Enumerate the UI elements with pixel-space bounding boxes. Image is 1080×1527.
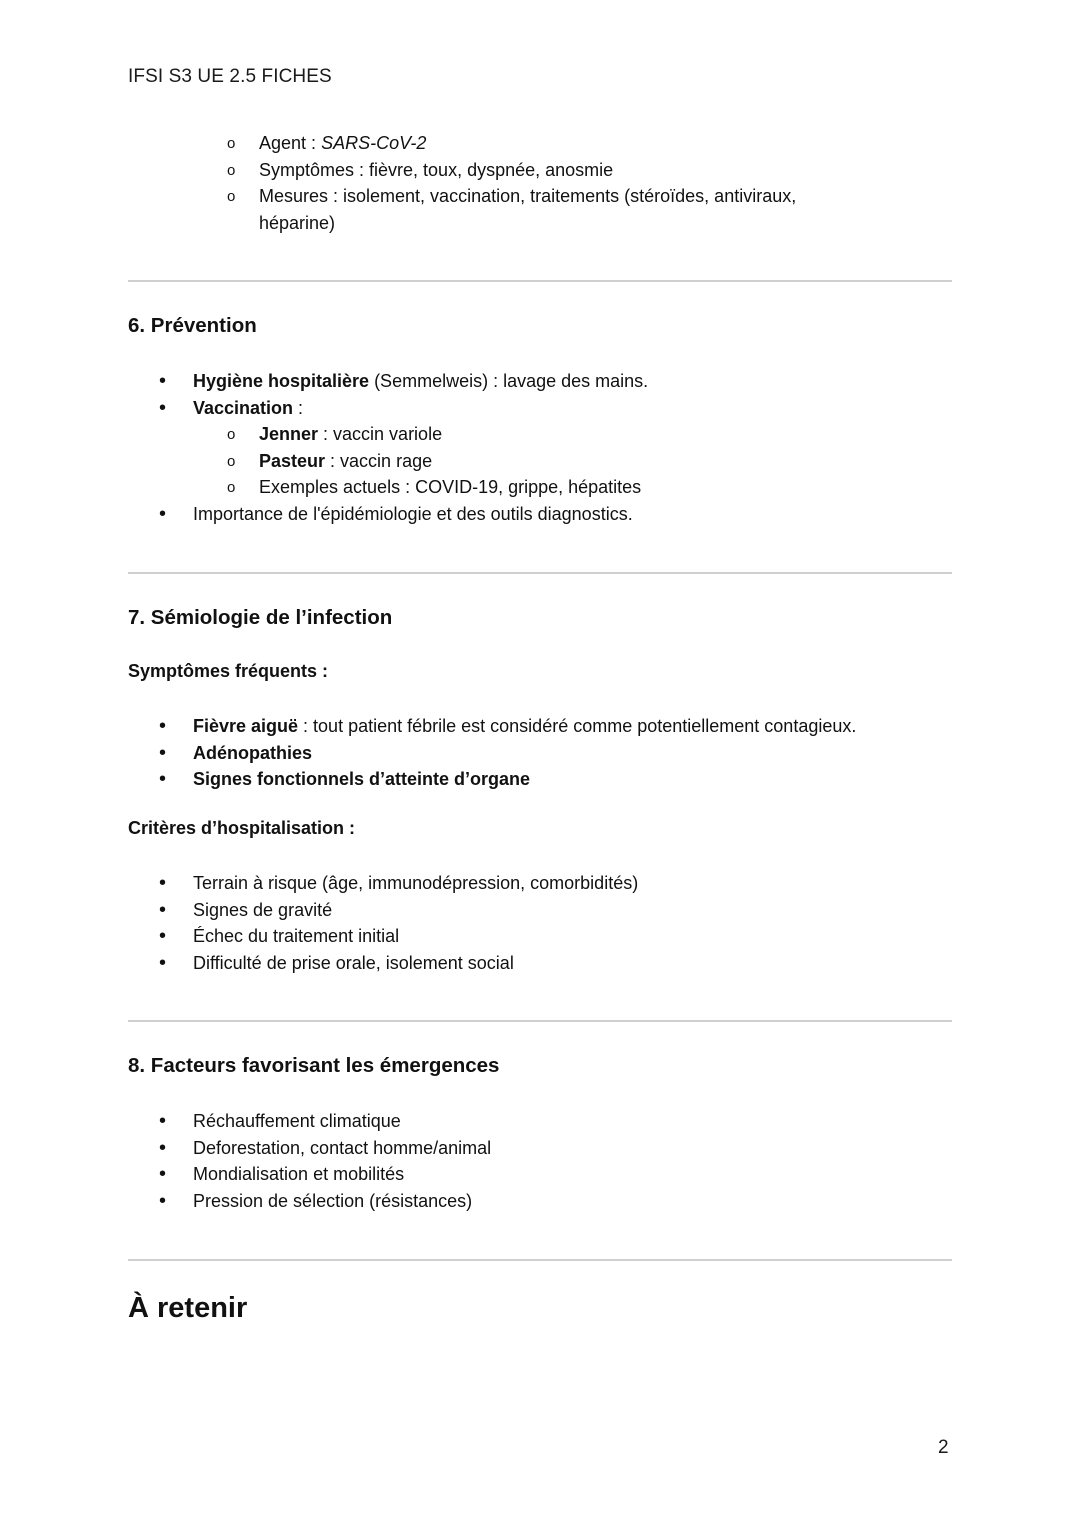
bullet-marker: • bbox=[159, 502, 167, 525]
section-divider bbox=[128, 572, 952, 574]
list-item: • Pression de sélection (résistances) bbox=[128, 1188, 952, 1215]
emergences-list bbox=[128, 1108, 952, 1214]
sub-bullet-marker: o bbox=[227, 452, 236, 470]
bullet-marker: • bbox=[159, 370, 167, 392]
bullet-marker: • bbox=[159, 951, 167, 974]
bullet-marker: • bbox=[159, 715, 167, 737]
list-item: • Mondialisation et mobilités bbox=[128, 1161, 952, 1188]
list-item: • Vaccination : bbox=[128, 395, 952, 422]
agent-name: SARS-CoV-2 bbox=[321, 133, 427, 153]
bullet-marker: • bbox=[159, 741, 167, 764]
covid-sub-list bbox=[128, 130, 952, 236]
sub-bullet-marker: o bbox=[227, 479, 236, 496]
bullet-marker: • bbox=[159, 396, 167, 419]
list-item: o Jenner : vaccin variole bbox=[128, 421, 952, 448]
prevention-list bbox=[128, 368, 952, 527]
list-item: • Signes fonctionnels d’atteinte d’organe bbox=[128, 766, 952, 793]
hospitalisation-subtitle: Critères d’hospitalisation : bbox=[128, 818, 356, 838]
sub-bullet-marker: o bbox=[227, 161, 236, 179]
bullet-marker: • bbox=[159, 872, 167, 894]
list-item: • Réchauffement climatique bbox=[128, 1108, 952, 1135]
bullet-marker: • bbox=[159, 768, 167, 790]
symptoms-subtitle: Symptômes fréquents : bbox=[128, 661, 329, 681]
section-title-emergences: 8. Facteurs favorisant les émergences bbox=[128, 1054, 500, 1077]
list-item: o Pasteur : vaccin rage bbox=[128, 448, 952, 475]
bullet-marker: • bbox=[159, 1110, 167, 1132]
list-item: o Agent : SARS-CoV-2 bbox=[128, 130, 952, 157]
list-item: • Échec du traitement initial bbox=[128, 923, 952, 950]
hospitalisation-list bbox=[128, 870, 952, 976]
list-item: • Deforestation, contact homme/animal bbox=[128, 1135, 952, 1162]
section-divider bbox=[128, 1020, 952, 1022]
sub-bullet-marker: o bbox=[227, 188, 236, 205]
section-divider bbox=[128, 280, 952, 282]
symptoms-list bbox=[128, 713, 952, 793]
list-item: • Adénopathies bbox=[128, 740, 952, 767]
list-item: • Signes de gravité bbox=[128, 897, 952, 924]
bullet-marker: • bbox=[159, 1136, 167, 1159]
section-title-semiologie: 7. Sémiologie de l’infection bbox=[128, 606, 393, 629]
bullet-marker: • bbox=[159, 898, 167, 921]
document-header: IFSI S3 UE 2.5 FICHES bbox=[128, 66, 332, 87]
list-item: • Difficulté de prise orale, isolement social bbox=[128, 950, 952, 977]
bullet-marker: • bbox=[159, 1163, 167, 1185]
section-divider bbox=[128, 1259, 952, 1261]
section-title-a-retenir: À retenir bbox=[128, 1292, 248, 1324]
bullet-marker: • bbox=[159, 925, 167, 947]
list-item: • Fièvre aiguë : tout patient fébrile est considéré comme potentiellement contagieux. bbox=[128, 713, 952, 740]
list-item: o Exemples actuels : COVID-19, grippe, hépatites bbox=[128, 474, 952, 501]
list-item: • Hygiène hospitalière (Semmelweis) : lavage des mains. bbox=[128, 368, 952, 395]
list-item: • Importance de l'épidémiologie et des outils diagnostics. bbox=[128, 501, 952, 528]
section-title-prevention: 6. Prévention bbox=[128, 314, 257, 337]
sub-bullet-marker: o bbox=[227, 426, 236, 443]
list-item: • Terrain à risque (âge, immunodépression, comorbidités) bbox=[128, 870, 952, 897]
list-item: o Mesures : isolement, vaccination, traitements (stéroïdes, antiviraux, bbox=[128, 183, 952, 210]
list-item: o Symptômes : fièvre, toux, dyspnée, anosmie bbox=[128, 157, 952, 184]
page-number: 2 bbox=[938, 1437, 949, 1458]
bullet-marker: • bbox=[159, 1189, 167, 1212]
list-item-continuation: héparine) bbox=[259, 212, 336, 233]
sub-bullet-marker: o bbox=[227, 135, 236, 152]
